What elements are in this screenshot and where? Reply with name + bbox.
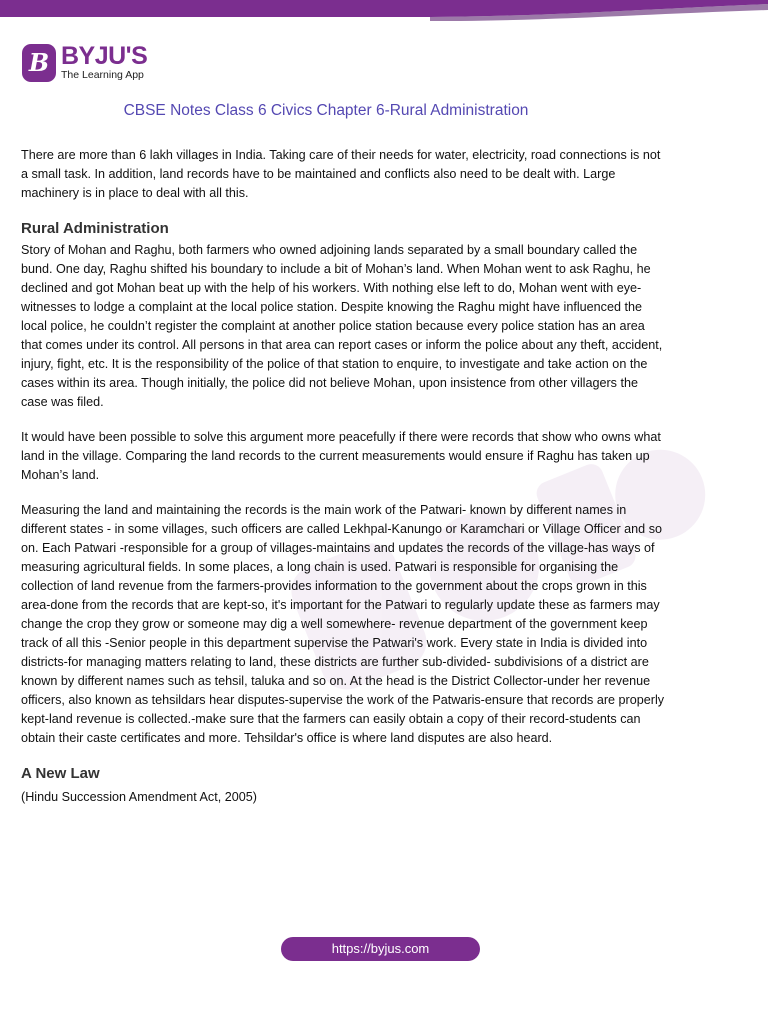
decorative-wave <box>0 0 768 22</box>
footer-url-link[interactable]: https://byjus.com <box>281 937 480 961</box>
brand-logo[interactable] <box>22 44 147 82</box>
top-decorative-band <box>0 0 768 22</box>
paragraph: (Hindu Succession Amendment Act, 2005) <box>21 790 257 804</box>
brand-name: BYJU'S <box>61 42 148 70</box>
section-heading-new-law: A New Law <box>21 765 100 782</box>
paragraph: It would have been possible to solve this argument more peacefully if there were records that show who owns what land in the village. Comparing the land records to the current measurements would ensure if Raghu has taken up Mohan’s land. <box>21 430 661 482</box>
logo-mark-icon <box>22 44 56 82</box>
logo-letter: B <box>28 48 50 77</box>
paragraph: Measuring the land and maintaining the records is the main work of the Patwari- known by different names in different states - in some villages, such officers are called Lekhpal-Kanungo or Karamchari or Village Officer and so on. Each Patwari -responsible for a group of villages-maintains and updates the records of the village-has ways of measuring agricultural fields. In some places, a long chain is used. Patwari is responsible for organising the collection of land revenue from the farmers-provides information to the government about the crops grown in this area-done from the records that are kept-so, it's important for the Patwari to regularly update these as farmers may change the crop they grow or someone may dig a well somewhere- revenue department of the government keep track of all this -Senior people in this department supervise the Patwari's work. Every state in India is divided into districts-for managing matters relating to land, these districts are further sub-divided- subdivisions of a district are known by different names such as tehsil, taluka and so on. At the head is the District Collector-under her revenue officers, also known as tehsildars hear disputes-supervise the work of the Patwaris-ensure that records are properly kept-land revenue is collected.-make sure that the farmers can easily obtain a copy of their record-students can obtain their caste certificates and more. Tehsildar's office is where land disputes are also heard. <box>21 503 665 745</box>
logo-text <box>61 44 147 82</box>
section-heading-rural-administration: Rural Administration <box>21 220 169 237</box>
document-body <box>21 146 666 823</box>
document-title: CBSE Notes Class 6 Civics Chapter 6-Rural Administration <box>123 102 529 119</box>
intro-paragraph: There are more than 6 lakh villages in India. Taking care of their needs for water, electricity, road connections is not a small task. In addition, land records have to be maintained and conflicts also need to be dealt with. Large machinery is in place to deal with all this. <box>21 148 661 200</box>
paragraph: Story of Mohan and Raghu, both farmers who owned adjoining lands separated by a small boundary called the bund. One day, Raghu shifted his boundary to include a bit of Mohan’s land. When Mohan went to ask Raghu, he declined and got Mohan beat up with the help of his workers. With nothing else left to do, Mohan went with eye-witnesses to lodge a complaint at the local police station. Despite knowing the Raghu might have influenced the local police, he couldn’t register the complaint at another police station because every police station has an area that comes under its control. All persons in that area can report cases or inform the police about any theft, accident, injury, fight, etc. It is the responsibility of the police of that station to enquire, to investigate and take action on the cases within its area. Though initially, the police did not believe Mohan, upon insistence from other villagers the case was filed. <box>21 243 663 409</box>
brand-tagline: The Learning App <box>61 69 144 81</box>
